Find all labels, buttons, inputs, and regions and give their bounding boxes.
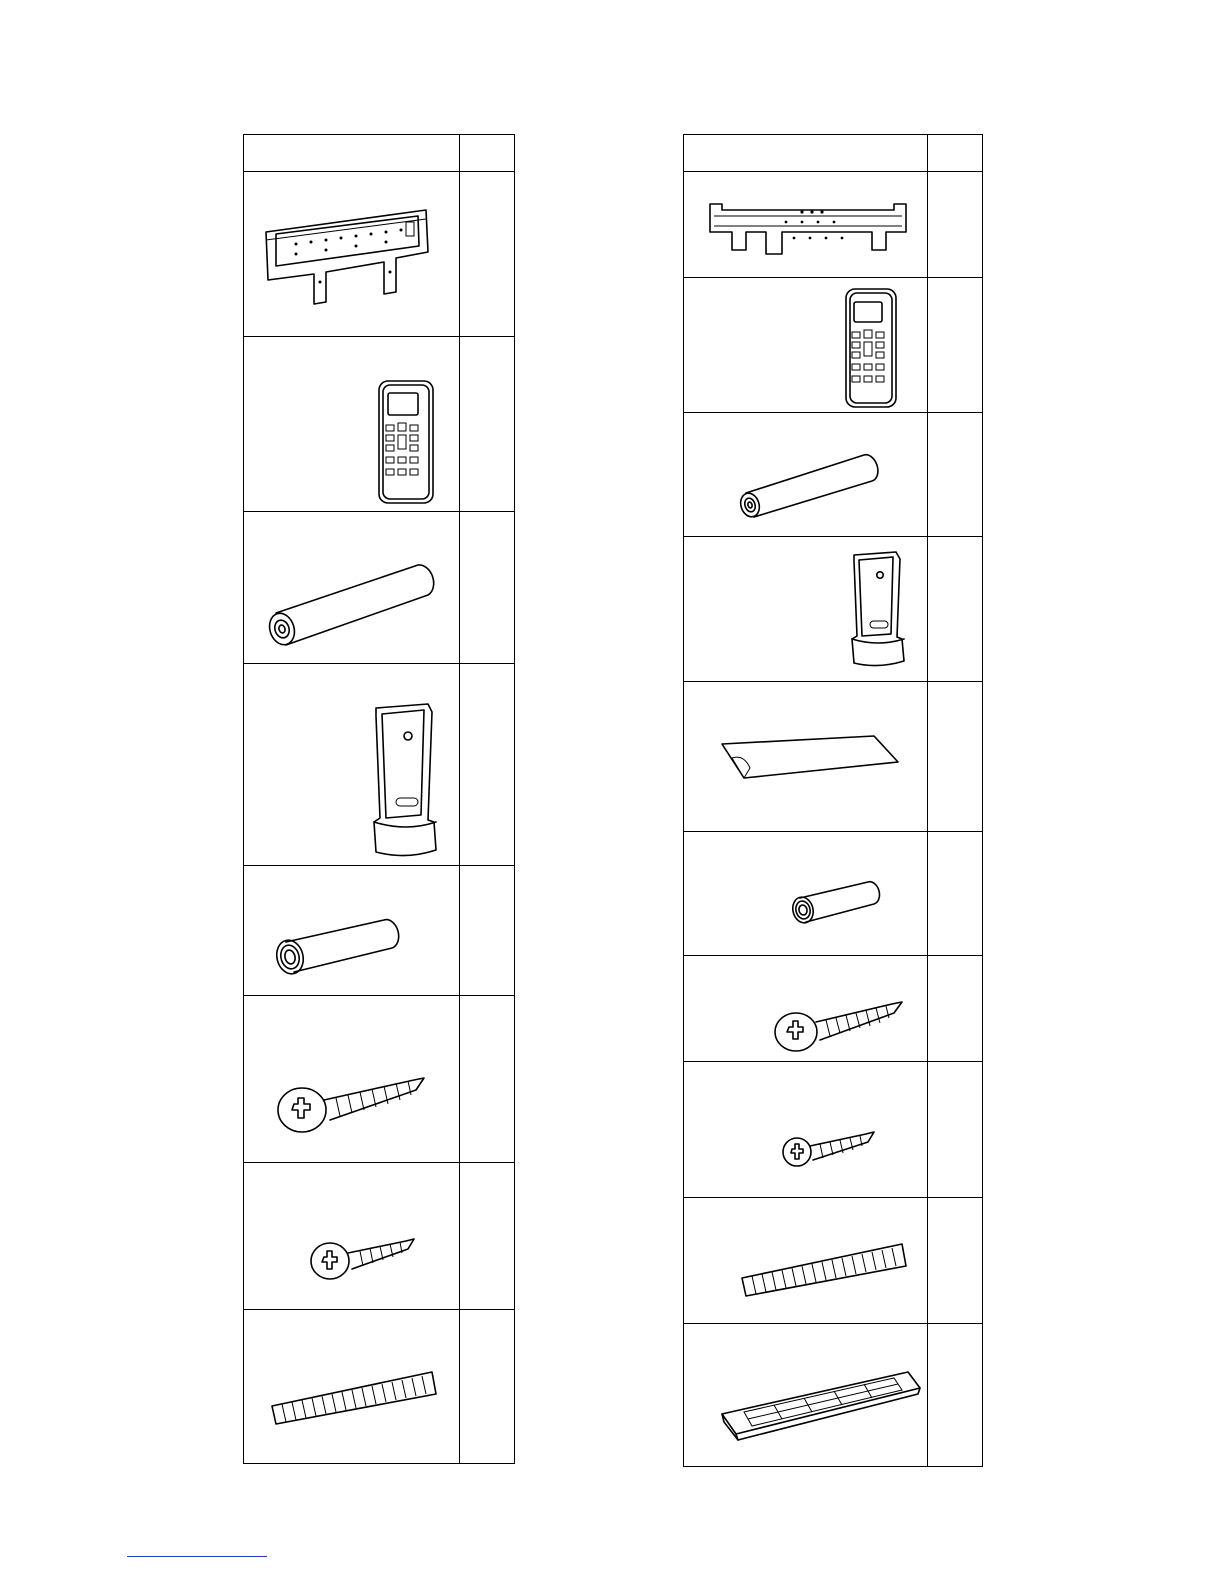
part-image-cell <box>684 832 928 956</box>
plastic-expansion-pipe-icon <box>790 876 885 930</box>
table-row <box>244 866 515 996</box>
qty-cell <box>928 956 983 1062</box>
table-row <box>684 413 983 537</box>
small-screw-icon <box>308 1221 418 1287</box>
part-image-cell <box>244 1163 460 1310</box>
table-row <box>684 1198 983 1324</box>
table-row <box>244 1310 515 1464</box>
mounting-plate-icon <box>256 202 436 307</box>
sealing-tape-icon <box>718 732 903 782</box>
table-row <box>684 278 983 413</box>
large-screw-icon <box>772 988 907 1058</box>
part-image-cell <box>684 413 928 537</box>
qty-cell <box>928 1198 983 1324</box>
part-image-cell <box>684 278 928 413</box>
table-row <box>684 956 983 1062</box>
qty-cell <box>928 1324 983 1467</box>
header-qty-cell <box>928 135 983 172</box>
remote-holder-icon <box>366 700 441 860</box>
qty-cell <box>928 682 983 832</box>
plastic-expansion-pipe-icon <box>274 912 404 982</box>
table-header-row <box>684 135 983 172</box>
remote-controller-icon <box>842 286 902 410</box>
part-image-cell <box>244 172 460 337</box>
part-image-cell <box>684 1198 928 1324</box>
table-row <box>684 172 983 278</box>
qty-cell <box>460 1310 515 1464</box>
air-filter-strip-icon <box>738 1238 908 1298</box>
qty-cell <box>460 664 515 866</box>
qty-cell <box>460 866 515 996</box>
qty-cell <box>460 172 515 337</box>
qty-cell <box>928 832 983 956</box>
footer-link-underline <box>127 1556 267 1557</box>
accessory-table-left <box>243 134 515 1464</box>
part-image-cell <box>244 664 460 866</box>
qty-cell <box>928 172 983 278</box>
table-row <box>684 682 983 832</box>
table-row <box>244 172 515 337</box>
part-image-cell <box>244 866 460 996</box>
qty-cell <box>460 337 515 512</box>
part-image-cell <box>684 1324 928 1467</box>
table-row <box>244 1163 515 1310</box>
header-name-cell <box>684 135 928 172</box>
qty-cell <box>928 537 983 682</box>
part-image-cell <box>244 337 460 512</box>
remote-controller-icon <box>374 377 439 507</box>
part-image-cell <box>684 956 928 1062</box>
header-name-cell <box>244 135 460 172</box>
qty-cell <box>928 413 983 537</box>
air-filter-frame-icon <box>718 1362 923 1442</box>
part-image-cell <box>244 1310 460 1464</box>
mounting-plate-icon <box>706 198 911 260</box>
part-image-cell <box>684 682 928 832</box>
insulation-tube-icon <box>732 451 882 521</box>
qty-cell <box>928 278 983 413</box>
part-image-cell <box>244 996 460 1163</box>
insulation-tube-icon <box>258 557 438 647</box>
table-row <box>684 537 983 682</box>
table-row <box>684 832 983 956</box>
accessory-table-right <box>683 134 983 1467</box>
part-image-cell <box>244 512 460 664</box>
qty-cell <box>460 1163 515 1310</box>
table-row <box>244 337 515 512</box>
part-image-cell <box>684 172 928 278</box>
air-filter-strip-icon <box>268 1366 438 1426</box>
qty-cell <box>928 1062 983 1198</box>
qty-cell <box>460 996 515 1163</box>
small-screw-icon <box>780 1118 880 1174</box>
large-screw-icon <box>274 1062 429 1142</box>
header-qty-cell <box>460 135 515 172</box>
table-header-row <box>244 135 515 172</box>
part-image-cell <box>684 1062 928 1198</box>
table-row <box>244 512 515 664</box>
table-row <box>244 996 515 1163</box>
remote-holder-icon <box>846 549 908 669</box>
qty-cell <box>460 512 515 664</box>
table-row <box>684 1324 983 1467</box>
table-row <box>244 664 515 866</box>
table-row <box>684 1062 983 1198</box>
part-image-cell <box>684 537 928 682</box>
